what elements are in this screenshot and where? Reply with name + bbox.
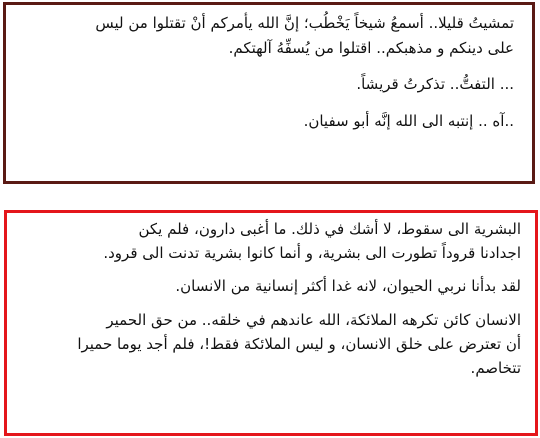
paragraph-raising-animals [19, 274, 521, 298]
text-line: تمشيتُ قليلا.. أسمعُ شيخاً يَخْطُب؛ إنَّ الله يأمركم أنْ تقتلوا من ليس [95, 14, 514, 32]
paragraph-shaykh-speech [20, 11, 514, 61]
paragraph-angels-and-donkeys [19, 308, 521, 380]
text-line: الانسان كائن تكرهه الملائكة، الله عاندهم في خلقه.. من حق الحمير [106, 311, 521, 329]
quote-box-bottom [4, 210, 538, 436]
text-line: البشرية الى سقوط، لا أشك في ذلك. ما أغبى دارون، فلم يكن [138, 220, 521, 238]
text-line: ... التفتُّ.. تذكرتُ قريشاً. [356, 75, 514, 93]
text-line: على دينكم و مذهبكم.. اقتلوا من يُسفِّهُ آلهتكم. [228, 39, 514, 57]
paragraph-abu-sufyan [20, 109, 514, 133]
text-line: ..آه .. إنتبه الى الله إنَّه أبو سفيان. [303, 112, 514, 130]
text-line: لقد بدأنا نربي الحيوان، لانه غدا أكثر إنسانية من الانسان. [175, 277, 521, 295]
paragraph-remembered-quraysh [20, 72, 514, 96]
text-line: اجدادنا قروداً تطورت الى بشرية، و أنما كانوا بشرية تدنت الى قرود. [103, 244, 521, 262]
quote-box-top [3, 2, 535, 184]
paragraph-humanity-decline [19, 217, 521, 265]
text-line: أن تعترض على خلق الانسان، و ليس الملائكة فقط!، فلم أجد يوما حميرا [77, 335, 521, 353]
text-line: تتخاصم. [470, 359, 521, 377]
